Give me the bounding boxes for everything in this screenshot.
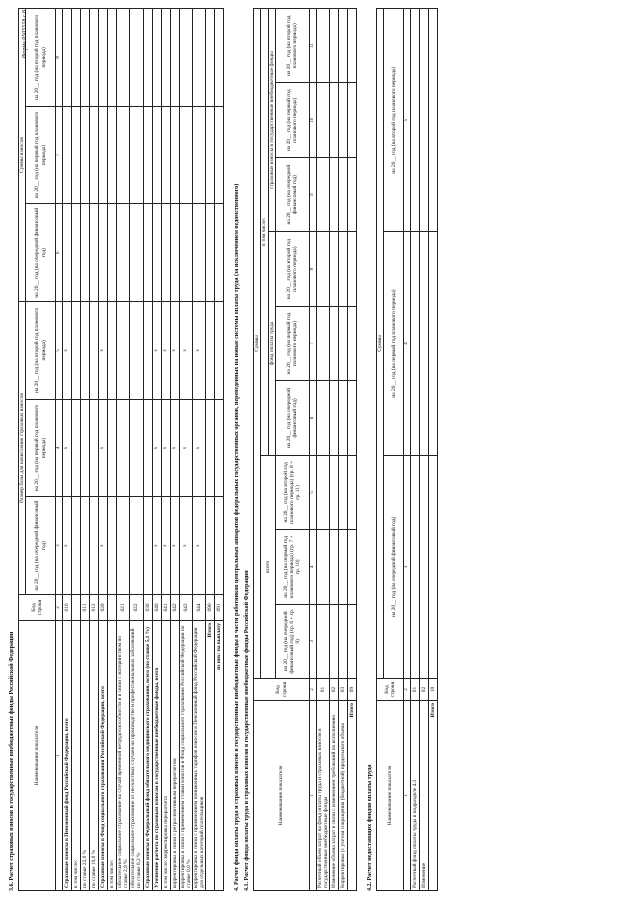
th-year1: на 20__ год (на первый год планового периода) — [26, 399, 56, 497]
base-cell[interactable]: x — [62, 497, 71, 595]
sum-cell[interactable] — [161, 204, 170, 302]
table-row — [116, 9, 129, 891]
cell[interactable] — [339, 306, 348, 380]
base-cell[interactable] — [116, 497, 129, 595]
cell[interactable] — [316, 530, 329, 604]
cell[interactable] — [428, 9, 437, 232]
sum-cell[interactable] — [71, 106, 80, 204]
cell[interactable] — [330, 83, 339, 157]
base-cell[interactable]: x — [62, 399, 71, 497]
cell[interactable] — [339, 530, 348, 604]
base-cell[interactable] — [107, 399, 116, 497]
th-code: Код строки — [18, 595, 55, 621]
sum-cell[interactable] — [89, 106, 98, 204]
col-num: 5 — [404, 9, 411, 232]
base-cell[interactable] — [116, 302, 129, 400]
cell[interactable] — [339, 455, 348, 529]
cell[interactable] — [215, 302, 224, 400]
sum-cell[interactable] — [116, 9, 129, 107]
sum-cell[interactable] — [143, 204, 152, 302]
cell[interactable] — [339, 9, 348, 84]
row-name: Уточнение расчета по страховым взносам в государственные внебюджетные фонды, всего — [152, 621, 161, 891]
table-row — [98, 9, 107, 891]
section-4-title: 4. Расчет фонда оплаты труда и страховых взносов в государственные внебюджетные фонды в части работников центральных аппаратов федеральных государственных органов, переведенных на новые системы оплаты труда (за исключением ведомственного) — [234, 183, 241, 891]
base-cell[interactable] — [130, 399, 143, 497]
table-row — [193, 9, 206, 891]
th-year1: на 20__ год (на первый год планового периода) — [26, 106, 56, 204]
base-cell[interactable] — [80, 302, 89, 400]
base-cell[interactable] — [116, 399, 129, 497]
base-cell[interactable]: x — [98, 399, 107, 497]
col-num: 1 — [56, 621, 63, 891]
sum-cell[interactable] — [130, 204, 143, 302]
col-num: 8 — [309, 232, 316, 306]
th-code: Код строки — [376, 679, 403, 701]
base-cell[interactable] — [143, 497, 152, 595]
base-cell[interactable] — [80, 399, 89, 497]
table-row — [143, 9, 152, 891]
cell[interactable] — [316, 604, 329, 678]
cell[interactable] — [348, 157, 357, 231]
row-code: 030 — [143, 595, 152, 621]
sum-cell[interactable] — [143, 106, 152, 204]
total-label: Итого — [428, 701, 437, 891]
cell[interactable] — [316, 455, 329, 529]
subtotal-code: 091 — [215, 595, 224, 621]
th-total: всего — [261, 455, 275, 678]
th-d0: на 20__ год (на очередной финансовый год) — [275, 157, 309, 231]
cell[interactable] — [339, 157, 348, 231]
table-row — [170, 9, 179, 891]
row-code: 011 — [80, 595, 89, 621]
row-name: в том числе: — [71, 621, 80, 891]
cell[interactable] — [215, 399, 224, 497]
base-cell[interactable] — [71, 497, 80, 595]
sum-cell[interactable] — [143, 9, 152, 107]
sum-cell[interactable] — [161, 106, 170, 204]
col-num: 3 — [56, 497, 63, 595]
subtotal-label: из них: на выплату — [215, 621, 224, 891]
base-cell[interactable] — [130, 302, 143, 400]
th-year2: на 20__ год (на второй год планового периода) — [384, 9, 404, 232]
th-incl: в том числе: — [261, 9, 268, 456]
sum-cell[interactable] — [80, 9, 89, 107]
base-cell[interactable]: x — [193, 399, 206, 497]
base-cell[interactable]: x — [62, 302, 71, 400]
th-d1: на 20__ год (на первый год планового периода) — [275, 83, 309, 157]
section-3-6-title: 3.6. Расчет страховых взносов в государственные внебюджетные фонды Российской Федерации — [9, 631, 15, 891]
sum-cell[interactable] — [170, 204, 179, 302]
base-cell[interactable] — [71, 399, 80, 497]
row-name: Изменение объема затрат в связи с изменением требований по исполнению — [330, 701, 339, 891]
cell[interactable] — [215, 106, 224, 204]
cell[interactable] — [428, 455, 437, 678]
sum-cell[interactable] — [116, 106, 129, 204]
col-num: 3 — [404, 455, 411, 678]
col-num: 3 — [309, 604, 316, 678]
sum-cell[interactable] — [179, 9, 192, 107]
col-num: 2 — [309, 679, 316, 701]
cell[interactable] — [330, 157, 339, 231]
col-num: 5 — [309, 455, 316, 529]
base-cell[interactable] — [89, 302, 98, 400]
th-ins: страховые взносы в государственные внебюджетные фонды — [268, 9, 275, 232]
col-num: 2 — [56, 595, 63, 621]
row-code: 022 — [130, 595, 143, 621]
sum-cell[interactable] — [62, 204, 71, 302]
cell[interactable] — [206, 106, 215, 204]
cell[interactable] — [419, 9, 428, 232]
total-code: 10 — [428, 679, 437, 701]
cell[interactable] — [348, 604, 357, 678]
table-3-6 — [18, 8, 225, 891]
cell[interactable] — [419, 232, 428, 455]
row-code: 020 — [98, 595, 107, 621]
row-name: Страховые взносы в Федеральный фонд обязательного медицинского страхования, всего (по ставке 5,1 %) — [143, 621, 152, 891]
table-row — [89, 9, 98, 891]
total-label: Итого — [206, 621, 215, 891]
sum-cell[interactable] — [89, 9, 98, 107]
cell[interactable] — [330, 9, 339, 84]
cell[interactable] — [348, 530, 357, 604]
row-name: Корректировка (с учетом сокращения (бюджетной) предельного объема — [339, 701, 348, 891]
cell[interactable] — [215, 9, 224, 107]
total-code: 090 — [206, 595, 215, 621]
section-4-2-title: 4.2. Расчет недостающих фондов оплаты труда — [367, 764, 374, 891]
table-row — [419, 9, 428, 891]
row-name: обязательное социальное страхование от несчастных случаев на производстве и профессиональных заболеваний по ставке 0,2 % — [130, 621, 143, 891]
th-d1: на 20__ год (на первый год планового периода) — [275, 306, 309, 380]
cell[interactable] — [215, 204, 224, 302]
cell[interactable] — [330, 530, 339, 604]
row-code: 043 — [179, 595, 192, 621]
col-num: 5 — [56, 302, 63, 400]
sum-cell[interactable] — [152, 9, 161, 107]
table-4-2 — [376, 8, 438, 891]
cell[interactable] — [316, 232, 329, 306]
cell[interactable] — [316, 157, 329, 231]
base-cell[interactable] — [143, 399, 152, 497]
cell[interactable] — [206, 399, 215, 497]
col-num: 1 — [309, 701, 316, 891]
th-sums: Суммы взносов — [18, 9, 25, 302]
base-cell[interactable]: x — [98, 302, 107, 400]
th-year2: на 20__ год (на второй год планового периода) — [26, 9, 56, 107]
cell[interactable] — [316, 381, 329, 455]
base-cell[interactable]: x — [98, 497, 107, 595]
sum-cell[interactable] — [107, 106, 116, 204]
cell[interactable] — [215, 497, 224, 595]
col-num: 7 — [56, 106, 63, 204]
cell[interactable] — [316, 306, 329, 380]
base-cell[interactable] — [89, 399, 98, 497]
th-year0: на 20__ год (на очередной финансовый год) — [26, 204, 56, 302]
table-row — [161, 9, 170, 891]
th-year1: на 20__ год (на первый год планового периода) — [384, 232, 404, 455]
row-code: 01 — [316, 679, 329, 701]
cell[interactable] — [410, 232, 419, 455]
table-row — [107, 9, 116, 891]
th-code: Код строки — [254, 679, 310, 701]
base-cell[interactable]: x — [170, 302, 179, 400]
sum-cell[interactable] — [193, 204, 206, 302]
sum-cell[interactable] — [179, 106, 192, 204]
table-row — [339, 9, 348, 891]
table-row — [152, 9, 161, 891]
cell[interactable] — [330, 232, 339, 306]
row-name: Расчетный объем затрат на фонд оплаты труда и страховых взносов в государственные внебюджетные фонды — [316, 701, 329, 891]
cell[interactable] — [348, 232, 357, 306]
th-c2: на 20__ год (на второй год планового периода) (гр. 8 + гр. 11) — [275, 455, 309, 529]
sum-cell[interactable] — [98, 9, 107, 107]
col-num: 2 — [404, 679, 411, 701]
th-d0: на 20__ год (на очередной финансовый год) — [275, 381, 309, 455]
total-label: Итого — [348, 701, 357, 891]
sum-cell[interactable] — [130, 106, 143, 204]
base-cell[interactable] — [130, 497, 143, 595]
col-num: 9 — [309, 157, 316, 231]
base-cell[interactable]: x — [161, 399, 170, 497]
th-fot: фонд оплаты труда — [268, 232, 275, 455]
row-name: Расчетный фонд оплаты труда в подразделе 4.3 — [410, 701, 419, 891]
row-name: корректировка в связи с ретроспективным перерасчетом — [170, 621, 179, 891]
th-name: Наименование показателя — [18, 621, 55, 891]
cell[interactable] — [348, 455, 357, 529]
base-cell[interactable]: x — [193, 302, 206, 400]
col-num: 4 — [309, 530, 316, 604]
row-code — [71, 595, 80, 621]
base-cell[interactable] — [143, 302, 152, 400]
cell[interactable] — [348, 83, 357, 157]
col-num: 8 — [56, 9, 63, 107]
base-cell[interactable] — [71, 302, 80, 400]
cell[interactable] — [410, 455, 419, 678]
row-name: в том числе: — [107, 621, 116, 891]
sum-cell[interactable] — [193, 9, 206, 107]
cell[interactable] — [348, 381, 357, 455]
sum-cell[interactable] — [107, 9, 116, 107]
cell[interactable] — [339, 83, 348, 157]
th-base: Размер базы для начисления страховых взносов — [18, 302, 25, 595]
base-cell[interactable]: x — [152, 399, 161, 497]
row-code: 03 — [339, 679, 348, 701]
th-d2: на 20__ год (на второй год планового периода) — [275, 232, 309, 306]
base-cell[interactable]: x — [161, 497, 170, 595]
table-row — [179, 9, 192, 891]
base-cell[interactable]: x — [170, 399, 179, 497]
sum-cell[interactable] — [130, 9, 143, 107]
base-cell[interactable]: x — [179, 399, 192, 497]
sum-cell[interactable] — [170, 9, 179, 107]
row-code — [107, 595, 116, 621]
table-4-1 — [253, 8, 357, 891]
sum-cell[interactable] — [89, 204, 98, 302]
cell[interactable] — [206, 497, 215, 595]
row-code: 044 — [193, 595, 206, 621]
sum-cell[interactable] — [152, 106, 161, 204]
cell[interactable] — [330, 381, 339, 455]
sum-cell[interactable] — [71, 9, 80, 107]
table-row — [410, 9, 419, 891]
row-code: 02 — [330, 679, 339, 701]
form-code: Форма 0505518 с.8 — [22, 10, 28, 59]
col-num: 4 — [56, 399, 63, 497]
cell[interactable] — [330, 604, 339, 678]
th-d2: на 20__ год (на второй год планового периода) — [275, 9, 309, 84]
cell[interactable] — [428, 232, 437, 455]
row-name: обязательное социальное страхование на случай временной нетрудоспособности и в связи с материнством по ставке 2,9 % — [116, 621, 129, 891]
th-year2: на 20__ год (на второй год планового периода) — [26, 302, 56, 400]
cell[interactable] — [206, 204, 215, 302]
base-cell[interactable]: x — [179, 302, 192, 400]
sum-cell[interactable] — [98, 204, 107, 302]
cell[interactable] — [410, 9, 419, 232]
th-sums: Суммы — [376, 9, 383, 679]
sum-cell[interactable] — [170, 106, 179, 204]
th-name: Наименование показателя — [376, 701, 403, 891]
sum-cell[interactable] — [98, 106, 107, 204]
sum-cell[interactable] — [161, 9, 170, 107]
row-name: корректировка в связи с применением пониженных тарифов взносов в Пенсионный фонд Российской Федерации для отдельных категорий плательщиков — [193, 621, 206, 891]
col-num: 6 — [56, 204, 63, 302]
col-num: 7 — [309, 306, 316, 380]
row-code: 041 — [161, 595, 170, 621]
base-cell[interactable] — [107, 497, 116, 595]
row-code: 040 — [152, 595, 161, 621]
base-cell[interactable]: x — [193, 497, 206, 595]
th-year0: на 20__ год (на очередной финансовый год) — [26, 497, 56, 595]
table-row — [80, 9, 89, 891]
th-sums: Суммы — [254, 9, 261, 679]
sum-cell[interactable] — [116, 204, 129, 302]
row-code: 02 — [419, 679, 428, 701]
base-cell[interactable] — [80, 497, 89, 595]
base-cell[interactable]: x — [179, 497, 192, 595]
sum-cell[interactable] — [80, 106, 89, 204]
table-row — [316, 9, 329, 891]
cell[interactable] — [339, 381, 348, 455]
col-num: 6 — [309, 381, 316, 455]
cell[interactable] — [206, 9, 215, 107]
sum-cell[interactable] — [179, 204, 192, 302]
cell[interactable] — [330, 455, 339, 529]
table-row — [62, 9, 71, 891]
col-num: 4 — [404, 232, 411, 455]
cell[interactable] — [348, 9, 357, 84]
row-name: Страховые взносы в Пенсионный фонд Российской Федерации, всего — [62, 621, 71, 891]
base-cell[interactable] — [89, 497, 98, 595]
base-cell[interactable]: x — [161, 302, 170, 400]
row-name: корректировка в связи с применением ставки взносов в Фонд социального страхования Российской Федерации по ставке 0,0 % — [179, 621, 192, 891]
cell[interactable] — [316, 9, 329, 84]
row-name: Страховые взносы в Фонд социального страхования Российской Федерации, всего — [98, 621, 107, 891]
col-num: 1 — [404, 701, 411, 891]
base-cell[interactable]: x — [170, 497, 179, 595]
th-year0: на 20__ год (на очередной финансовый год) — [384, 455, 404, 678]
row-code: 010 — [62, 595, 71, 621]
sum-cell[interactable] — [62, 9, 71, 107]
sum-cell[interactable] — [107, 204, 116, 302]
row-code: 021 — [116, 595, 129, 621]
base-cell[interactable]: x — [152, 497, 161, 595]
table-row — [130, 9, 143, 891]
sum-cell[interactable] — [80, 204, 89, 302]
table-row — [330, 9, 339, 891]
col-num: 10 — [309, 83, 316, 157]
sum-cell[interactable] — [62, 106, 71, 204]
cell[interactable] — [206, 302, 215, 400]
cell[interactable] — [419, 455, 428, 678]
cell[interactable] — [316, 83, 329, 157]
cell[interactable] — [348, 306, 357, 380]
th-name: Наименование показателя — [254, 701, 310, 891]
th-c1: на 20__ год (на первый год планового периода) (гр. 7 + гр. 10) — [275, 530, 309, 604]
row-code: 01 — [410, 679, 419, 701]
cell[interactable] — [339, 604, 348, 678]
row-code: 012 — [89, 595, 98, 621]
row-name: в том числе: корректировка перерасчета — [161, 621, 170, 891]
row-name: Изменение — [419, 701, 428, 891]
total-code: 09 — [348, 679, 357, 701]
row-code: 042 — [170, 595, 179, 621]
cell[interactable] — [330, 306, 339, 380]
col-num: 11 — [309, 9, 316, 84]
sum-cell[interactable] — [193, 106, 206, 204]
sum-cell[interactable] — [71, 204, 80, 302]
base-cell[interactable] — [107, 302, 116, 400]
base-cell[interactable]: x — [152, 302, 161, 400]
th-c0: на 20__ год (на очередной финансовый год) (гр. 6 + гр. 9) — [275, 604, 309, 678]
table-row — [71, 9, 80, 891]
sum-cell[interactable] — [152, 204, 161, 302]
row-name: по ставке 10,0 % — [89, 621, 98, 891]
row-name: по ставке 22,0 % — [80, 621, 89, 891]
section-4-1-title: 4.1. Расчет фонда оплаты труда и страховых взносов в государственные внебюджетные фонды Российской Федерации — [244, 570, 251, 891]
cell[interactable] — [339, 232, 348, 306]
